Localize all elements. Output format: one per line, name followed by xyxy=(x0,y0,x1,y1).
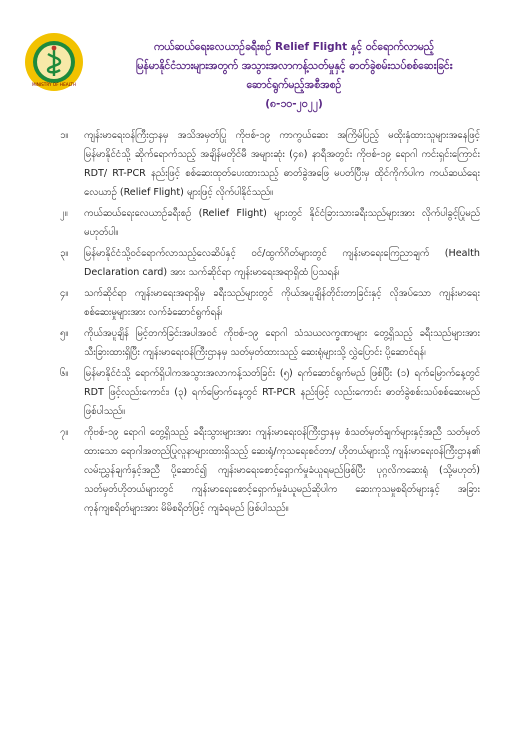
paragraph xyxy=(60,324,480,362)
paragraph xyxy=(60,204,480,242)
svg-text:MINISTRY OF HEALTH: MINISTRY OF HEALTH xyxy=(31,82,77,87)
paragraph-text: ကယ်ဆယ်ရေးလေယာဉ်ခရီးစဉ် (Relief Flight) များတွင် နိုင်ငံခြားသားခရီးသည်များအား လိုက်ပါခွင့်ပြုမည် မဟုတ်ပါ။ xyxy=(84,208,480,238)
document-body xyxy=(60,126,480,520)
paragraph xyxy=(60,284,480,322)
paragraph-number: ၇။ xyxy=(60,427,69,438)
paragraph-text: ကိုဗစ်-၁၉ ရောဂါ တွေ့ရှိသည့် ခရီးသွားများအား ကျန်းမာရေးဝန်ကြီးဌာနမှ စံသတ်မှတ်ချက်များနှင့်အညီ သတ်မှတ်ထားသော ရောဂါအတည်ပြုလူနာများထားရှိသည့် ဆေးရုံ/ကုသရေးစင်တာ/ ဟိုတယ်များသို့ ကျန်းမာရေးဝန်ကြီးဌာန၏ လမ်းညွှန်ချက်နှင့်အညီ ပို့ဆောင်၍ ကျန်းမာရေးစောင့်ရှောက်မှုခံယူရမည်ဖြစ်ပြီး ပုဂ္ဂလိကဆေးရုံ (သို့မဟုတ်) သတ်မှတ်ဟိုတယ်များတွင် ကျန်းမာရေးစောင့်ရှောက်မှုခံယူမည်ဆိုပါက ဆေးကုသမှုစရိတ်များနှင့် အခြားကုန်ကျစရိတ်များအား မိမိစရိတ်ဖြင့် ကျခံရမည် ဖြစ်ပါသည်။ xyxy=(84,427,480,514)
paragraph-number: ၂။ xyxy=(60,208,68,219)
paragraph-text: မြန်မာနိုင်ငံသို့ဝင်ရောက်လာသည့်လေဆိပ်နှင့် ဝင်/ထွက်ဂိတ်များတွင် ကျန်းမာရေးကြေညာချက် (Health Declaration card) အား သက်ဆိုင်ရာ ကျန်းမာရေးအရာရှိထံ ပြသရန်၊ xyxy=(84,248,480,278)
paragraph xyxy=(60,364,480,421)
paragraph-number: ၃။ xyxy=(60,248,69,259)
document-title xyxy=(94,38,494,114)
paragraph-number: ၁။ xyxy=(60,130,69,141)
paragraph xyxy=(60,126,480,202)
title-line-1: ကယ်ဆယ်ရေးလေယာဉ်ခရီးစဉ် Relief Flight နှင့် ဝင်ရောက်လာမည့် xyxy=(153,41,435,53)
paragraph-text: မြန်မာနိုင်ငံသို့ ရောက်ရှိပါကအသွားအလာကန့်သတ်ခြင်း (၅) ရက်ဆောင်ရွက်မည် ဖြစ်ပြီး (၁) ရက်မြောက်နေ့တွင် RDT ဖြင့်လည်းကောင်း၊ (၃) ရက်မြောက်နေ့တွင် RT-PCR နည်းဖြင့် လည်းကောင်း ဓာတ်ခွဲစစ်းသပ်စစ်ဆေးမည် ဖြစ်ပါသည်။ xyxy=(84,368,480,417)
paragraph-number: ၄။ xyxy=(60,288,69,299)
paragraph-number: ၆။ xyxy=(60,368,69,379)
paragraph xyxy=(60,244,480,282)
title-line-2: မြန်မာနိုင်ငံသားများအတွက် အသွားအလာကန့်သတ်မှုနှင့် ဓာတ်ခွဲစမ်းသပ်စစ်ဆေးခြင်း xyxy=(135,60,453,72)
title-line-3: ဆောင်ရွက်မည့်အစီအစဉ် xyxy=(246,79,342,91)
ministry-of-health-logo xyxy=(24,32,84,92)
paragraph-text: ကိုယ်အပူချိန် မြင့်တက်ခြင်းအပါအဝင် ကိုဗစ်-၁၉ ရောဂါ သံသယလက္ခဏာများ တွေ့ရှိသည့် ခရီးသည်များအား သီးခြားထားရှိပြီး ကျန်းမာရေးဝန်ကြီးဌာနမှ သတ်မှတ်ထားသည့် ဆေးရုံများသို့ လွှဲပြောင်း ပို့ဆောင်ရန်၊ xyxy=(84,328,480,358)
paragraph-number: ၅။ xyxy=(60,328,69,339)
paragraph-text: သက်ဆိုင်ရာ ကျန်းမာရေးအရာရှိမှ ခရီးသည်များတွင် ကိုယ်အပူချိန်တိုင်းတာခြင်းနှင့် လိုအပ်သော ကျန်းမာရေးစစ်ဆေးမှုများအား လက်ခံဆောင်ရွက်ရန်၊ xyxy=(84,288,480,318)
paragraph xyxy=(60,423,480,518)
paragraph-text: ကျန်းမာရေးဝန်ကြီးဌာနမှ အသိအမှတ်ပြု ကိုဗစ်-၁၉ ကာကွယ်ဆေး အကြိမ်ပြည့် မထိုးနှံထားသူများအနေဖြင့် မြန်မာနိုင်ငံသို့ ဆိုက်ရောက်သည့် အချိန်မတိုင်မီ အများဆုံး (၄၈) နာရီအတွင်း ကိုဗစ်-၁၉ ရောဂါ ကင်းရှင်းကြောင်း RDT/ RT-PCR နည်းဖြင့် စစ်ဆေးထုတ်ပေးထားသည့် ဓာတ်ခွဲအဖြေ မပတ်ပြီးမှ ထိုင်ကိုက်ပါက ကယ်ဆယ်ရေးလေယာဉ် (Relief Flight) များဖြင့် လိုက်ပါနိုင်သည်။ xyxy=(84,130,480,198)
document-date: (၈-၁၀-၂၀၂၂) xyxy=(265,98,323,110)
